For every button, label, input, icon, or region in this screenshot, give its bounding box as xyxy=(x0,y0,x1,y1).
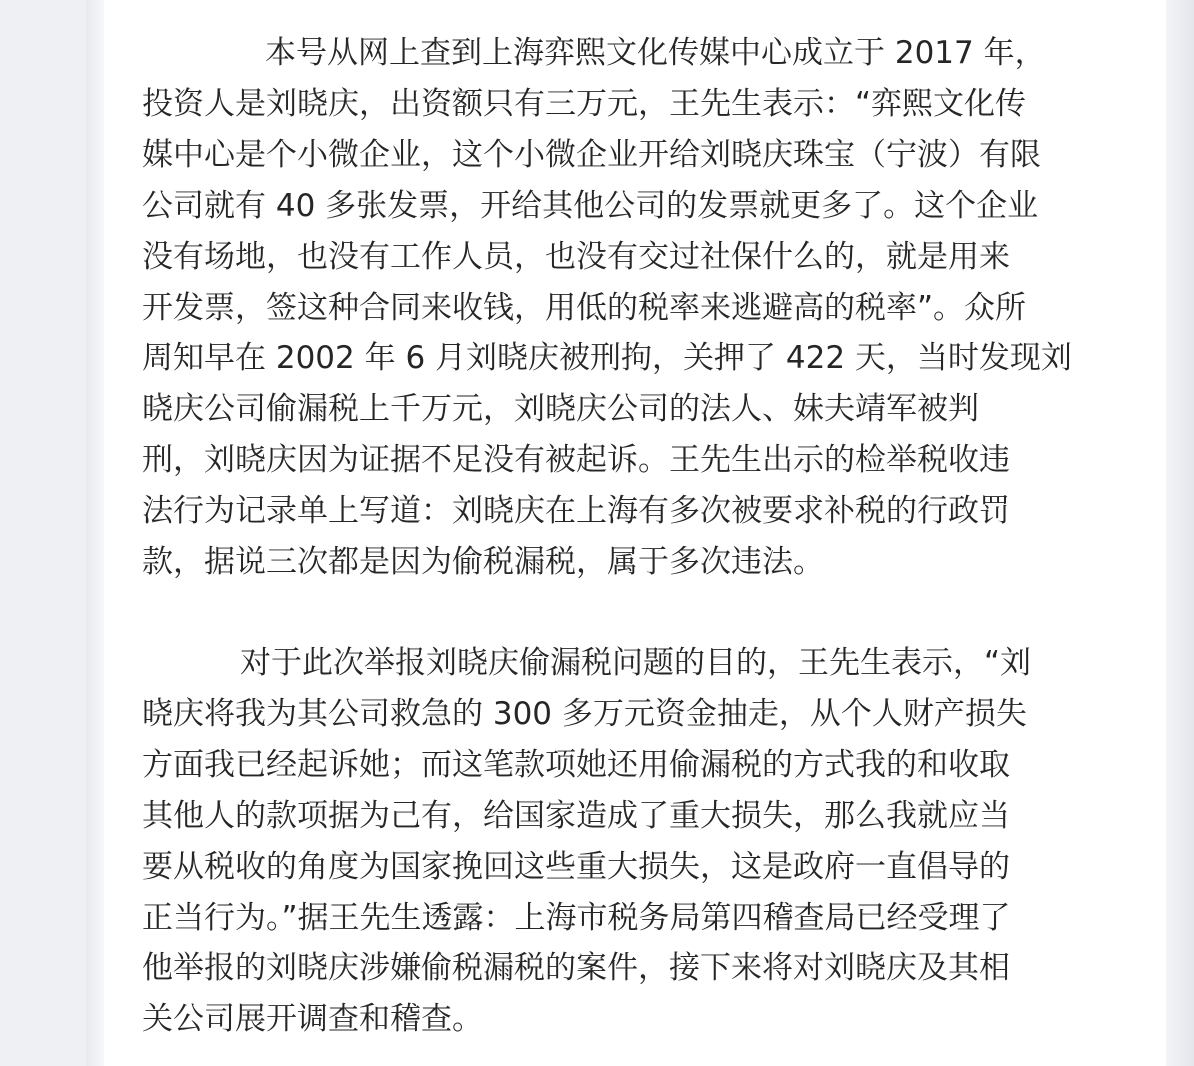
article-paragraph-1 xyxy=(142,28,1112,588)
paragraph-line: 媒中心是个小微企业，这个小微企业开给刘晓庆珠宝（宁波）有限 xyxy=(142,136,1041,173)
paragraph-line: 刑，刘晓庆因为证据不足没有被起诉。王先生出示的检举税收违 xyxy=(142,442,1010,479)
article-paragraph-2 xyxy=(142,638,1112,1045)
paragraph-line: 开发票，签这种合同来收钱，用低的税率来逃避高的税率”。众所 xyxy=(142,289,1027,326)
paragraph-line: 本号从网上查到上海弈熙文化传媒中心成立于 2017 年， xyxy=(265,35,1046,71)
paragraph-line: 要从税收的角度为国家挽回这些重大损失，这是政府一直倡导的 xyxy=(142,848,1010,885)
page-left-margin xyxy=(86,0,104,1066)
paragraph-line: 对于此次举报刘晓庆偷漏税问题的目的，王先生表示，“刘 xyxy=(240,645,1032,681)
paragraph-line: 正当行为。”据王先生透露：上海市税务局第四稽查局已经受理了 xyxy=(142,899,1011,936)
paragraph-line: 关公司展开调查和稽查。 xyxy=(142,1001,483,1038)
paragraph-line: 他举报的刘晓庆涉嫌偷税漏税的案件，接下来将对刘晓庆及其相 xyxy=(142,950,1010,987)
paragraph-line: 没有场地，也没有工作人员，也没有交过社保什么的，就是用来 xyxy=(142,238,1010,275)
paragraph-line: 方面我已经起诉她；而这笔款项她还用偷漏税的方式我的和收取 xyxy=(142,746,1010,783)
paragraph-line: 其他人的款项据为己有，给国家造成了重大损失，那么我就应当 xyxy=(142,797,1010,834)
paragraph-line: 投资人是刘晓庆，出资额只有三万元，王先生表示：“弈熙文化传 xyxy=(142,85,1027,122)
paragraph-line: 晓庆公司偷漏税上千万元，刘晓庆公司的法人、妹夫靖军被判 xyxy=(142,391,979,428)
page-right-margin xyxy=(1166,0,1194,1066)
paragraph-line: 法行为记录单上写道：刘晓庆在上海有多次被要求补税的行政罚 xyxy=(142,493,1010,530)
paragraph-line: 周知早在 2002 年 6 月刘晓庆被刑拘，关押了 422 天，当时发现刘 xyxy=(142,340,1072,377)
paragraph-line: 公司就有 40 多张发票，开给其他公司的发票就更多了。这个企业 xyxy=(142,187,1039,224)
paragraph-line: 款，据说三次都是因为偷税漏税，属于多次违法。 xyxy=(142,544,824,581)
paragraph-line: 晓庆将我为其公司救急的 300 多万元资金抽走，从个人财产损失 xyxy=(142,695,1027,732)
